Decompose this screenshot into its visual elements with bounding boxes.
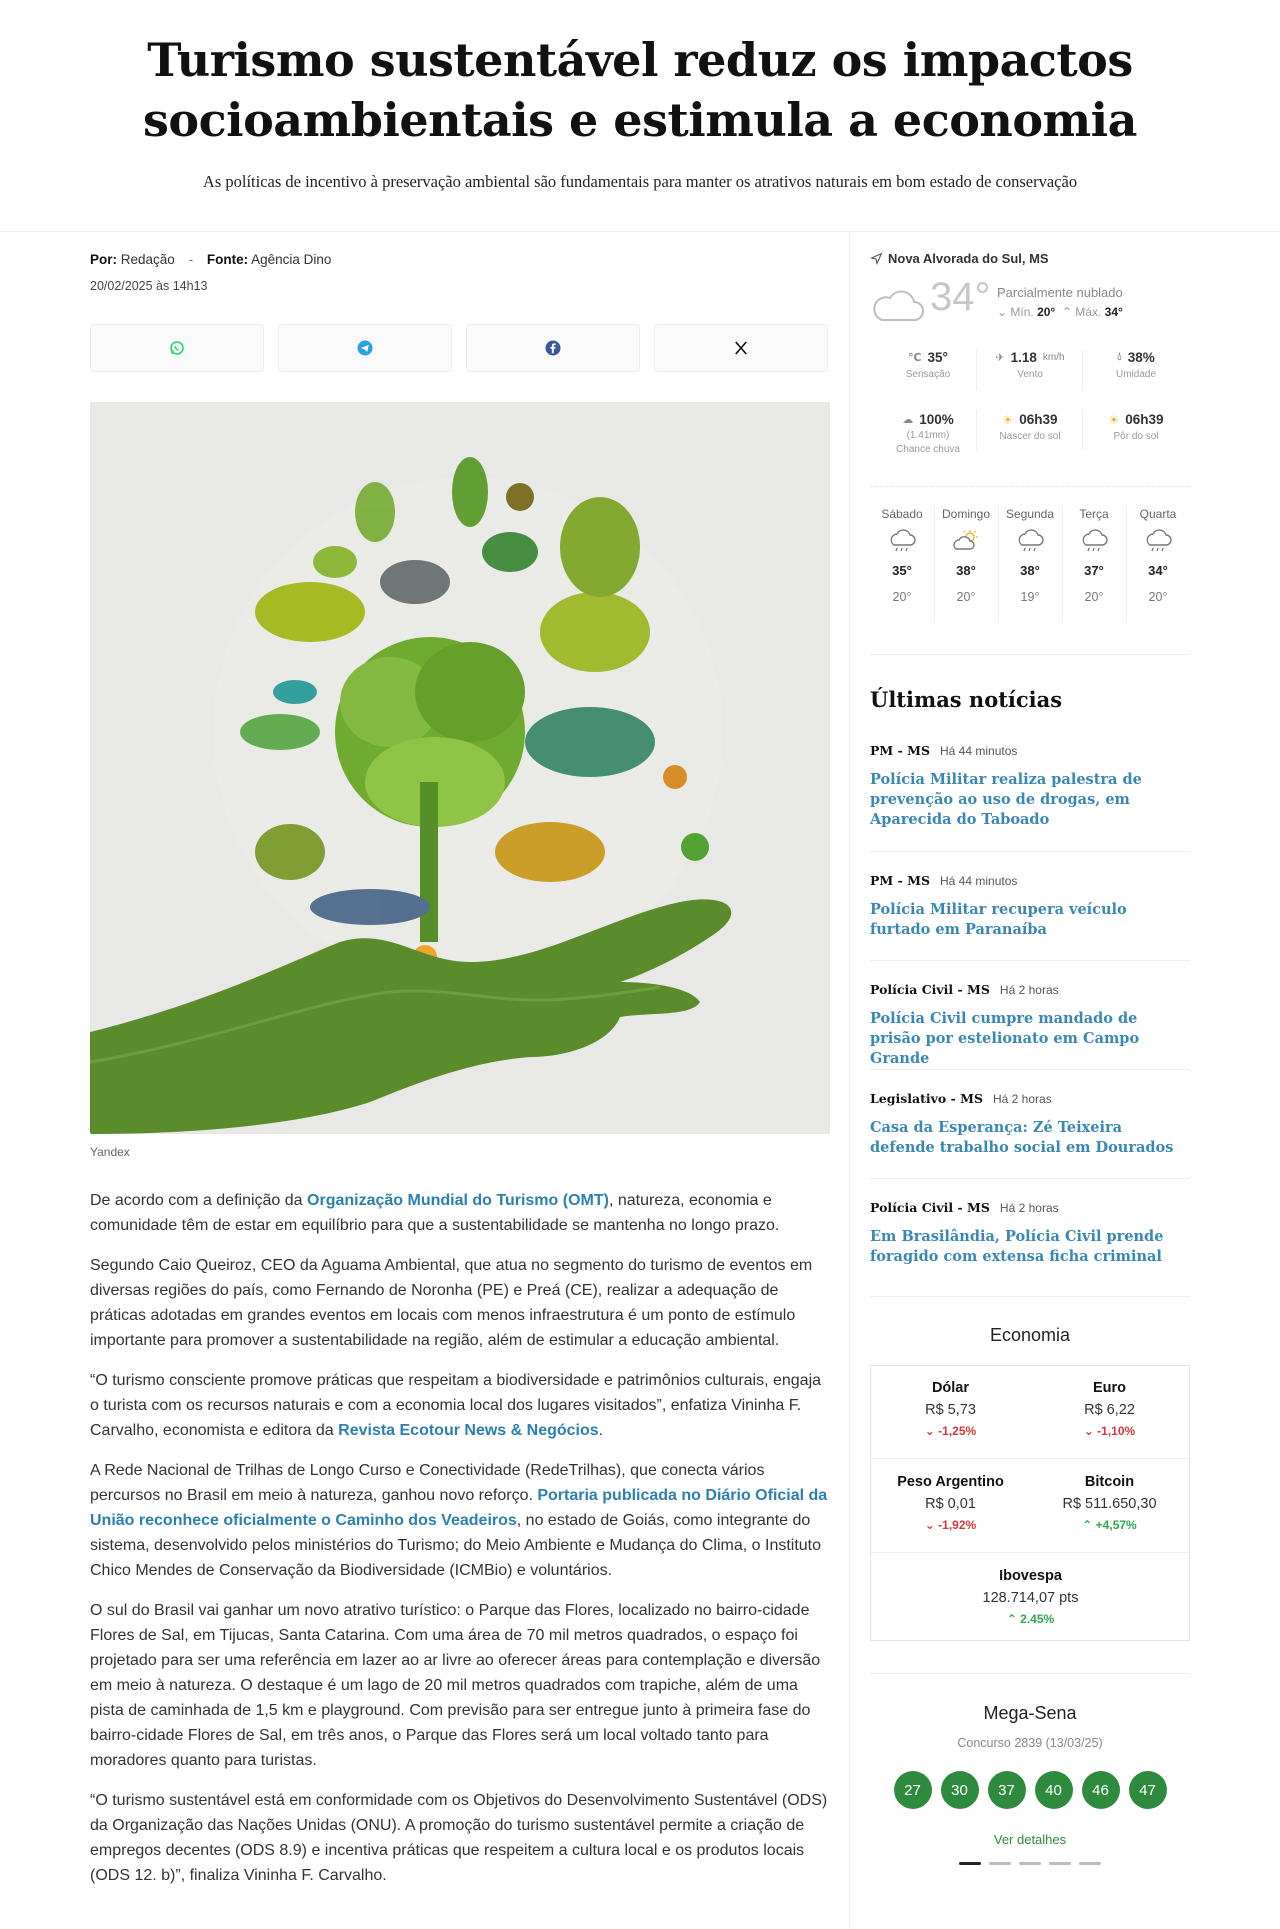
column-divider [849, 232, 850, 1929]
quote-name: Bitcoin [1084, 1474, 1135, 1490]
vento-unit: km/h [1042, 352, 1065, 363]
quote-change: -1,92% [938, 1518, 977, 1532]
sunset-icon: ☀ [1108, 412, 1120, 427]
umidade-value: 38% [1127, 350, 1155, 365]
down-arrow-icon: ⌄ [1083, 1424, 1098, 1438]
link-omt[interactable]: Organização Mundial do Turismo (OMT) [307, 1192, 609, 1209]
down-arrow-icon: ⌄ [924, 1424, 939, 1438]
max-arrow-icon: ⌃ [1061, 305, 1076, 319]
sun-cloud-icon [951, 529, 981, 555]
news-time: Há 2 horas [999, 983, 1059, 997]
news-category: Legislativo - MS [870, 1091, 983, 1106]
forecast-low: 19° [1020, 590, 1040, 604]
weather-current [870, 275, 1190, 332]
quote-change: +4,57% [1095, 1518, 1137, 1532]
vento-label: Vento [1017, 369, 1043, 380]
stat-vento [982, 350, 1078, 380]
news-title[interactable]: Polícia Militar realiza palestra de prevenção ao uso de drogas, em Aparecida do Taboado [870, 771, 1142, 828]
share-facebook-button[interactable] [466, 324, 640, 372]
quote-price: R$ 511.650,30 [1062, 1496, 1157, 1512]
quote-change: -1,10% [1097, 1424, 1136, 1438]
weather-description: Parcialmente nublado [997, 285, 1123, 300]
news-divider [870, 851, 1190, 852]
stat-divider [976, 410, 977, 450]
quote-ibovespa [951, 1568, 1110, 1626]
lottery-ball: 47 [1129, 1771, 1167, 1809]
megasena-numbers [870, 1771, 1190, 1809]
p3-text-a: “O turismo consciente promove práticas que respeitam a biodiversidade e patrimônios culturais, engaja o turista com os recursos naturais e com a economia local dos lugares visitados”, enfatiza Vininha F. Carvalho, economista e editora da [90, 1372, 822, 1439]
quote-price: R$ 5,73 [925, 1402, 976, 1418]
p1-text-b: , natureza, economia e comunidade têm de estar em equilíbrio para que a sustentabilidade se mantenha no longo prazo. [90, 1192, 780, 1234]
whatsapp-icon [168, 339, 186, 357]
chuva-label: Chance chuva [896, 444, 960, 455]
image-caption: Yandex [90, 1145, 130, 1159]
paragraph-3 [90, 1368, 830, 1443]
article-title [0, 30, 1280, 150]
author-name: Redação [120, 252, 175, 267]
carousel-dot[interactable] [1079, 1862, 1101, 1865]
x-icon [732, 339, 750, 357]
weather-location[interactable] [870, 251, 1049, 266]
thermometer-icon: ℃ [908, 352, 922, 364]
nascer-value: 06h39 [1019, 412, 1058, 427]
news-title[interactable]: Polícia Militar recupera veículo furtado em Paranaíba [870, 901, 1127, 938]
news-item[interactable] [870, 743, 1190, 830]
forecast-low: 20° [1084, 590, 1104, 604]
forecast-day [934, 507, 998, 604]
news-category: Polícia Civil - MS [870, 982, 990, 997]
location-name: Nova Alvorada do Sul, MS [888, 251, 1049, 266]
section-divider [870, 1296, 1190, 1297]
forecast-day-name: Quarta [1139, 507, 1177, 521]
news-category: PM - MS [870, 743, 930, 758]
chuva-value: 100% [919, 412, 954, 427]
economy-widget [870, 1365, 1190, 1641]
forecast-high: 34° [1148, 563, 1168, 578]
lottery-ball: 30 [941, 1771, 979, 1809]
rain-cloud-icon [1015, 529, 1045, 555]
link-portaria[interactable]: Portaria publicada no Diário Oficial da União reconhece oficialmente o Caminho dos Veadeiros [90, 1487, 828, 1529]
article-subtitle: As políticas de incentivo à preservação ambiental são fundamentais para manter os atrativos naturais em bom estado de conservação [202, 172, 1078, 191]
quote-name: Dólar [931, 1380, 970, 1396]
p4-text-a: A Rede Nacional de Trilhas de Longo Curso e Conectividade (RedeTrilhas), que conecta vários percursos no Brasil em meio à natureza, ganhou novo reforço. [90, 1462, 765, 1504]
article-header [0, 0, 1280, 232]
down-arrow-icon: ⌄ [924, 1518, 939, 1532]
forecast-day [1126, 507, 1190, 604]
vento-value: 1.18 [1010, 350, 1037, 365]
max-label: Máx. [1075, 305, 1102, 319]
cloud-icon [870, 286, 924, 324]
nascer-label: Nascer do sol [999, 431, 1061, 442]
up-arrow-icon: ⌃ [1006, 1612, 1021, 1626]
carousel-dot-active[interactable] [959, 1862, 981, 1865]
megasena-contest: Concurso 2839 (13/03/25) [957, 1736, 1103, 1750]
news-divider [870, 960, 1190, 961]
news-title[interactable]: Casa da Esperança: Zé Teixeira defende trabalho social em Dourados [870, 1119, 1174, 1156]
rain-cloud-icon [1079, 529, 1109, 555]
news-item[interactable] [870, 873, 1190, 940]
carousel-dot[interactable] [1049, 1862, 1071, 1865]
stat-chuva [880, 412, 976, 455]
quote-name: Euro [1092, 1380, 1127, 1396]
author-label: Por: [90, 252, 117, 267]
lottery-ball: 40 [1035, 1771, 1073, 1809]
news-item[interactable] [870, 1091, 1190, 1158]
economy-divider [871, 1458, 1189, 1459]
lottery-ball: 46 [1082, 1771, 1120, 1809]
share-whatsapp-button[interactable] [90, 324, 264, 372]
paragraph-2: Segundo Caio Queiroz, CEO da Aguama Ambiental, que atua no segmento do turismo de eventos em diversas regiões do país, como Fernando de Noronha (PE) e Preá (CE), realizar a adequação de práticas adotadas em grandes eventos em locais com menos infraestrutura é um ponto de estímulo importante para promover a sustentabilidade na região, além de estimular a educação ambiental. [90, 1257, 813, 1349]
quote-dolar [871, 1380, 1030, 1438]
share-telegram-button[interactable] [278, 324, 452, 372]
forecast-day [998, 507, 1062, 604]
quote-price: 128.714,07 pts [982, 1590, 1079, 1606]
weather-min-max [997, 305, 1123, 319]
news-category: PM - MS [870, 873, 930, 888]
weather-forecast [870, 486, 1190, 626]
rain-icon: ☁ [902, 414, 914, 426]
quote-peso [871, 1474, 1030, 1532]
rain-cloud-icon [887, 529, 917, 555]
stat-sensacao [880, 350, 976, 380]
forecast-day-name: Domingo [941, 507, 991, 521]
byline [90, 252, 331, 267]
paragraph-6: “O turismo sustentável está em conformidade com os Objetivos do Desenvolvimento Sustentável (ODS) da Organização das Nações Unidas (ONU). A promoção do turismo sustentável permite a criação de empregos decentes (ODS 8.9) e incentiva práticas que respeitem a cultura local e os produtos locais (ODS 12. b)”, finaliza Vininha F. Carvalho. [90, 1792, 828, 1884]
forecast-high: 35° [892, 563, 912, 578]
news-time: Há 2 horas [999, 1201, 1059, 1215]
telegram-icon [356, 339, 374, 357]
news-item[interactable] [870, 1200, 1190, 1267]
umidade-label: Umidade [1115, 369, 1157, 380]
location-arrow-icon [870, 252, 883, 265]
link-revista-ecotour[interactable]: Revista Ecotour News & Negócios [338, 1422, 599, 1439]
quote-change: -1,25% [938, 1424, 977, 1438]
source-label: Fonte: [206, 252, 249, 267]
max-value: 34° [1104, 305, 1123, 319]
share-x-button[interactable] [654, 324, 828, 372]
sensacao-value: 35° [927, 350, 948, 365]
quote-name: Ibovespa [999, 1568, 1062, 1584]
news-title[interactable]: Em Brasilândia, Polícia Civil prende foragido com extensa ficha criminal [870, 1228, 1164, 1265]
news-time: Há 44 minutos [940, 744, 1018, 758]
quote-euro [1030, 1380, 1189, 1438]
forecast-low: 20° [1148, 590, 1168, 604]
carousel-dot[interactable] [989, 1862, 1011, 1865]
news-time: Há 44 minutos [940, 874, 1018, 888]
facebook-icon [544, 339, 562, 357]
title-line-1: Turismo sustentável reduz os impactos [147, 33, 1133, 87]
megasena-heading: Mega-Sena [983, 1703, 1077, 1723]
min-value: 20° [1037, 305, 1056, 319]
news-item[interactable] [870, 982, 1190, 1069]
sensacao-label: Sensação [905, 369, 951, 380]
p4-text-b: , no estado de Goiás, como integrante do sistema, desenvolvido pelos ministérios do Turismo; do Meio Ambiente e Mudança do Clima, o Instituto Chico Mendes de Conservação da Biodiversidade (ICMBio) e voluntários. [90, 1512, 822, 1579]
forecast-low: 20° [956, 590, 976, 604]
forecast-day-name: Segunda [1005, 507, 1055, 521]
title-line-2: socioambientais e estimula a economia [143, 93, 1137, 147]
por-label: Pôr do sol [1113, 431, 1159, 442]
quote-name: Peso Argentino [897, 1474, 1004, 1490]
carousel-dot[interactable] [1019, 1862, 1041, 1865]
paragraph-5: O sul do Brasil vai ganhar um novo atrativo turístico: o Parque das Flores, localizado no bairro-cidade Flores de Sal, em Tijucas, Santa Catarina. Com uma área de 70 mil metros quadrados, o espaço foi projetado para ser uma referência em lazer ao ar livre ao oferecer áreas para contemplação e diversão em meio à natureza. O destaque é um lago de 20 mil metros quadrados com trapiche, além de uma pista de caminhada de 1,5 km e playground. Com previsão para ser entregue junto à primeira fase do bairro-cidade Flores de Sal, em três anos, o Parque das Flores será um local voltado tanto para moradores quanto para turistas. [90, 1602, 821, 1769]
stat-divider [976, 350, 977, 390]
rain-cloud-icon [1143, 529, 1173, 555]
publish-date: 20/02/2025 às 14h13 [90, 279, 208, 293]
news-divider [870, 1069, 1190, 1070]
p3-text-b: . [598, 1422, 604, 1439]
por-value: 06h39 [1125, 412, 1164, 427]
section-divider [870, 654, 1190, 655]
section-divider [870, 1673, 1190, 1674]
paragraph-1 [90, 1188, 830, 1238]
share-bar [90, 324, 830, 372]
forecast-low: 20° [892, 590, 912, 604]
news-time: Há 2 horas [993, 1092, 1052, 1106]
forecast-high: 38° [1020, 563, 1040, 578]
forecast-day-name: Sábado [881, 507, 923, 521]
stat-divider [1082, 410, 1083, 450]
article-image [90, 402, 830, 1134]
quote-price: R$ 0,01 [925, 1496, 976, 1512]
forecast-day [1062, 507, 1126, 604]
min-arrow-icon: ⌄ [997, 305, 1011, 319]
current-temperature: 34° [930, 275, 991, 319]
min-label: Mín. [1010, 305, 1034, 319]
economy-divider [871, 1552, 1189, 1553]
forecast-high: 38° [956, 563, 976, 578]
lottery-ball: 27 [894, 1771, 932, 1809]
droplet-icon: 💧︎ [1117, 351, 1122, 363]
stat-umidade [1088, 350, 1184, 380]
quote-price: R$ 6,22 [1084, 1402, 1135, 1418]
byline-separator: - [188, 252, 194, 267]
wind-icon: ✈ [995, 352, 1005, 364]
stat-nascer [982, 412, 1078, 442]
forecast-day-name: Terça [1079, 507, 1109, 521]
quote-bitcoin [1030, 1474, 1189, 1532]
stat-por [1088, 412, 1184, 442]
lottery-ball: 37 [988, 1771, 1026, 1809]
sunrise-icon: ☀ [1002, 412, 1014, 427]
quote-change: 2.45% [1020, 1612, 1055, 1626]
eco-globe-hand-illustration [90, 402, 830, 1134]
source-name: Agência Dino [251, 252, 332, 267]
paragraph-4 [90, 1458, 830, 1583]
latest-news-heading: Últimas notícias [870, 687, 1063, 712]
forecast-high: 37° [1084, 563, 1104, 578]
p1-text-a: De acordo com a definição da [90, 1192, 308, 1209]
economy-heading: Economia [989, 1325, 1071, 1345]
up-arrow-icon: ⌃ [1082, 1518, 1096, 1532]
article-body [90, 1188, 830, 1903]
megasena-details-link[interactable]: Ver detalhes [993, 1832, 1067, 1847]
news-category: Polícia Civil - MS [870, 1200, 990, 1215]
news-divider [870, 1178, 1190, 1179]
carousel-dots [870, 1862, 1190, 1865]
forecast-day [870, 507, 934, 604]
stat-divider [1082, 350, 1083, 390]
chuva-mm: (1.41mm) [906, 430, 950, 441]
news-title[interactable]: Polícia Civil cumpre mandado de prisão por estelionato em Campo Grande [870, 1010, 1140, 1067]
